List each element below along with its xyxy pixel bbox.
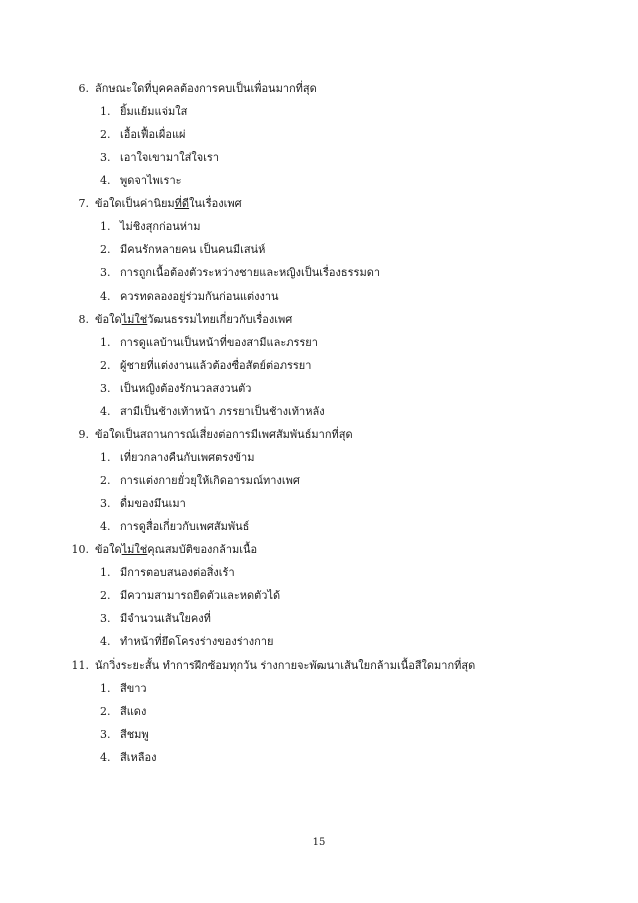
option-number: 1.: [100, 220, 111, 233]
option-11-1: [100, 678, 600, 700]
option-6-3: [100, 147, 600, 169]
option-text: เป็นหญิงต้องรักนวลสงวนตัว: [120, 382, 252, 395]
question-text: นักวิ่งระยะสั้น ทำการฝึกซ้อมทุกวัน ร่างกายจะพัฒนาเส้นใยกล้ามเนื้อสีใดมากที่สุด: [95, 659, 476, 672]
option-number: 1.: [100, 682, 111, 695]
option-7-1: [100, 216, 600, 238]
option-number: 3.: [100, 728, 111, 741]
question-number: 9.: [78, 428, 89, 441]
option-text: มีความสามารถยืดตัวและหดตัวได้: [120, 589, 281, 602]
option-text: ทำหน้าที่ยึดโครงร่างของร่างกาย: [120, 635, 274, 648]
option-text: เอาใจเขามาใส่ใจเรา: [120, 151, 219, 164]
option-number: 2.: [100, 128, 111, 141]
option-number: 3.: [100, 266, 111, 279]
option-number: 3.: [100, 382, 111, 395]
underlined-emphasis: ไม่ใช่: [121, 543, 148, 556]
option-6-4: [100, 170, 600, 192]
option-10-4: [100, 631, 600, 653]
option-9-1: [100, 447, 600, 469]
option-number: 4.: [100, 174, 111, 187]
option-number: 2.: [100, 243, 111, 256]
option-number: 4.: [100, 635, 111, 648]
question-number: 10.: [71, 543, 89, 556]
option-text: พูดจาไพเราะ: [120, 174, 182, 187]
option-number: 2.: [100, 474, 111, 487]
option-text: สีขาว: [120, 682, 147, 695]
option-text: ไม่ชิงสุกก่อนห่าม: [120, 220, 201, 233]
option-number: 1.: [100, 566, 111, 579]
question-text: ข้อใดเป็นค่านิยม: [95, 197, 175, 210]
option-number: 4.: [100, 520, 111, 533]
option-7-3: [100, 262, 600, 284]
question-9: [62, 424, 622, 446]
option-number: 3.: [100, 497, 111, 510]
option-text: ดื่มของมึนเมา: [120, 497, 186, 510]
option-8-3: [100, 378, 600, 400]
question-6: [62, 78, 622, 100]
option-number: 3.: [100, 612, 111, 625]
question-number: 6.: [78, 82, 89, 95]
question-7: [62, 193, 622, 215]
option-7-4: [100, 286, 600, 308]
question-text: ข้อใดเป็นสถานการณ์เสี่ยงต่อการมีเพศสัมพันธ์มากที่สุด: [95, 428, 353, 441]
option-number: 2.: [100, 359, 111, 372]
option-number: 2.: [100, 705, 111, 718]
question-11: [62, 655, 622, 677]
question-number: 7.: [78, 197, 89, 210]
option-text: สีชมพู: [120, 728, 149, 741]
option-number: 4.: [100, 751, 111, 764]
option-number: 2.: [100, 589, 111, 602]
option-text: สีเหลือง: [120, 751, 157, 764]
question-text-rest: ในเรื่องเพศ: [189, 197, 242, 210]
option-9-3: [100, 493, 600, 515]
option-11-4: [100, 747, 600, 769]
option-6-1: [100, 101, 600, 123]
option-6-2: [100, 124, 600, 146]
option-9-4: [100, 516, 600, 538]
option-11-2: [100, 701, 600, 723]
option-text: การถูกเนื้อต้องตัวระหว่างชายและหญิงเป็นเรื่องธรรมดา: [120, 266, 381, 279]
option-7-2: [100, 239, 600, 261]
option-text: การดูแลบ้านเป็นหน้าที่ของสามีและภรรยา: [120, 336, 318, 349]
question-text: ข้อใด: [95, 313, 122, 326]
option-text: สีแดง: [120, 705, 147, 718]
question-number: 11.: [71, 659, 89, 672]
option-8-1: [100, 332, 600, 354]
option-number: 1.: [100, 105, 111, 118]
page-number: 15: [312, 837, 326, 848]
underlined-emphasis: ไม่ใช่: [121, 313, 148, 326]
option-11-3: [100, 724, 600, 746]
question-10: [62, 539, 622, 561]
option-text: สามีเป็นช้างเท้าหน้า ภรรยาเป็นช้างเท้าหลัง: [120, 405, 325, 418]
option-text: ยิ้มแย้มแจ่มใส: [120, 105, 188, 118]
option-number: 3.: [100, 151, 111, 164]
option-text: เอื้อเฟื้อเผื่อแผ่: [120, 128, 186, 141]
option-10-2: [100, 585, 600, 607]
option-8-2: [100, 355, 600, 377]
option-text: มีจำนวนเส้นใยคงที่: [120, 612, 211, 625]
option-number: 1.: [100, 336, 111, 349]
option-text: การดูสื่อเกี่ยวกับเพศสัมพันธ์: [120, 520, 250, 533]
option-number: 4.: [100, 405, 111, 418]
option-8-4: [100, 401, 600, 423]
question-text-rest: วัฒนธรรมไทยเกี่ยวกับเรื่องเพศ: [147, 313, 293, 326]
option-text: เที่ยวกลางคืนกับเพศตรงข้าม: [120, 451, 255, 464]
question-text: ข้อใด: [95, 543, 122, 556]
question-text-rest: คุณสมบัติของกล้ามเนื้อ: [147, 543, 258, 556]
option-text: ผู้ชายที่แต่งงานแล้วต้องซื่อสัตย์ต่อภรรยา: [120, 359, 312, 372]
option-number: 4.: [100, 290, 111, 303]
option-text: ควรทดลองอยู่ร่วมกันก่อนแต่งงาน: [120, 290, 279, 303]
option-text: มีคนรักหลายคน เป็นคนมีเสน่ห์: [120, 243, 266, 256]
option-9-2: [100, 470, 600, 492]
option-number: 1.: [100, 451, 111, 464]
question-text: ลักษณะใดที่บุคคลต้องการคบเป็นเพื่อนมากที่สุด: [95, 82, 317, 95]
option-text: มีการตอบสนองต่อสิ่งเร้า: [120, 566, 235, 579]
question-number: 8.: [78, 313, 89, 326]
question-8: [62, 309, 622, 331]
option-text: การแต่งกายยั่วยุให้เกิดอารมณ์ทางเพศ: [120, 474, 300, 487]
underlined-emphasis: ที่ดี: [174, 197, 190, 210]
option-10-1: [100, 562, 600, 584]
option-10-3: [100, 608, 600, 630]
